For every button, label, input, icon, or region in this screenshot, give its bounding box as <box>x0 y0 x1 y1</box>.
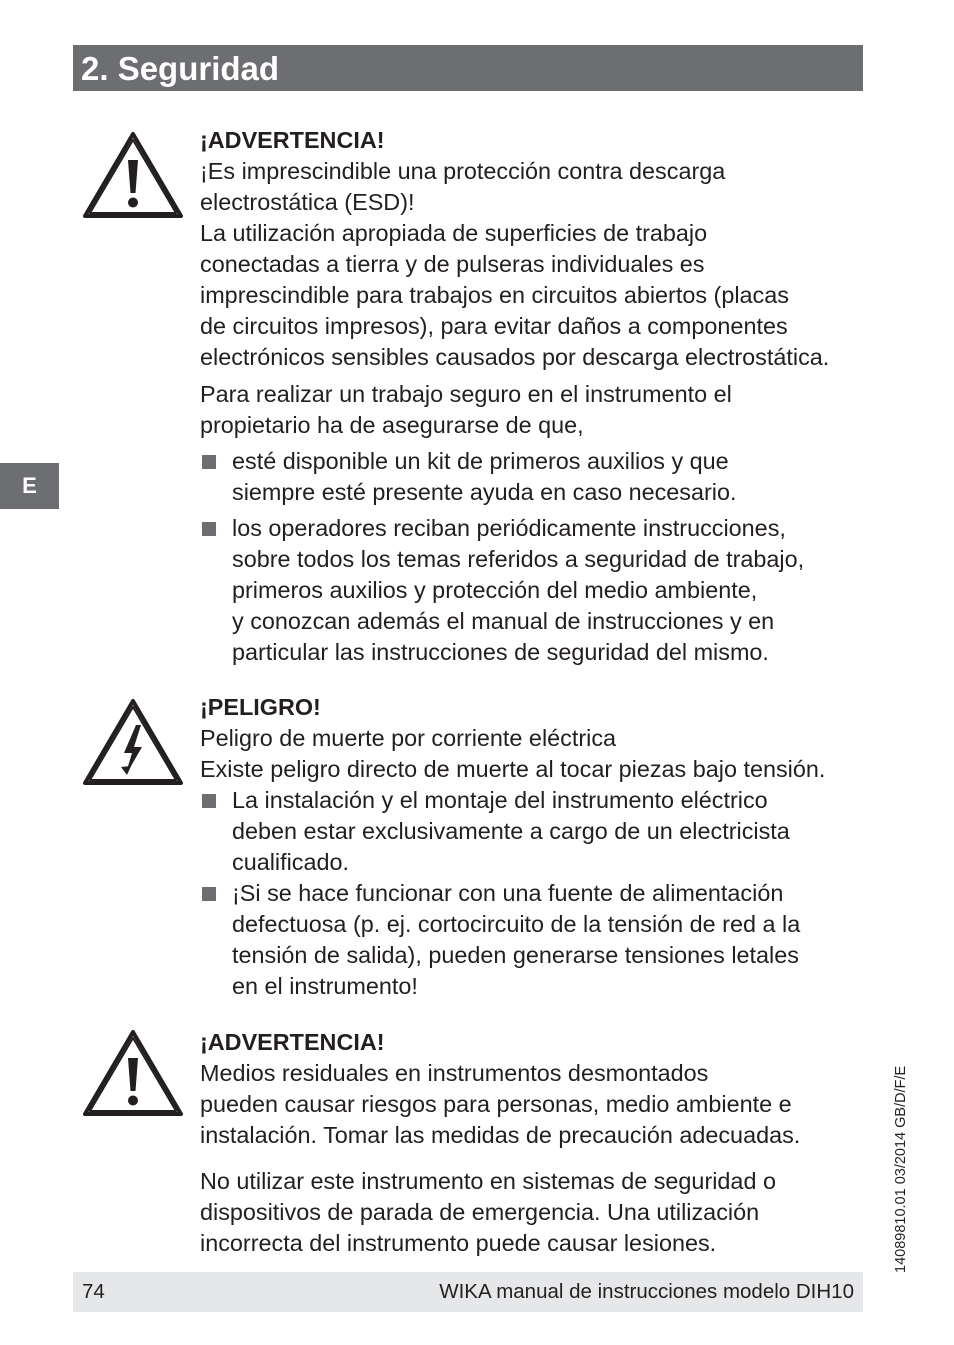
text-line: de circuitos impresos), para evitar daños a componentes <box>200 313 788 339</box>
text-line: imprescindible para trabajos en circuitos abiertos (placas <box>200 282 789 308</box>
warning-block-residual-media <box>200 1027 870 1151</box>
list-item <box>200 878 870 1002</box>
text-line: tensión de salida), pueden generarse tensiones letales <box>232 942 799 968</box>
list-item <box>200 446 870 508</box>
text-line: cualificado. <box>232 849 350 875</box>
text-line: electrónicos sensibles causados por descarga electrostática. <box>200 344 830 370</box>
text-line: deben estar exclusivamente a cargo de un electricista <box>232 818 790 844</box>
bullet-square-icon <box>202 794 216 808</box>
footer-title: WIKA manual de instrucciones modelo DIH10 <box>439 1280 854 1303</box>
text-line: siempre esté presente ayuda en caso necesario. <box>232 479 737 505</box>
warning-exclamation-icon <box>81 1028 185 1118</box>
text-line: La utilización apropiada de superficies de trabajo <box>200 220 708 246</box>
warning-heading: ¡ADVERTENCIA! <box>200 1029 385 1055</box>
text-line: ¡Es imprescindible una protección contra descarga <box>200 158 726 184</box>
bullet-square-icon <box>202 455 216 469</box>
warning-heading: ¡ADVERTENCIA! <box>200 127 385 153</box>
electrical-hazard-icon <box>81 697 185 787</box>
list-item <box>200 785 870 878</box>
list-item <box>200 513 870 668</box>
text-line: defectuosa (p. ej. cortocircuito de la tensión de red a la <box>232 911 801 937</box>
final-note <box>200 1166 870 1259</box>
text-line: Peligro de muerte por corriente eléctrica <box>200 725 617 751</box>
page-footer <box>73 1272 863 1312</box>
danger-heading: ¡PELIGRO! <box>200 694 321 720</box>
text-line: y conozcan además el manual de instrucciones y en <box>232 608 775 634</box>
section-header <box>73 45 863 91</box>
owner-responsibilities <box>200 379 870 668</box>
text-line: Medios residuales en instrumentos desmontados <box>200 1060 709 1086</box>
text-line: electrostática (ESD)! <box>200 189 415 215</box>
text-line: dispositivos de parada de emergencia. Una utilización <box>200 1199 760 1225</box>
text-line: en el instrumento! <box>232 973 418 999</box>
bullet-list <box>200 446 870 668</box>
text-line: primeros auxilios y protección del medio ambiente, <box>232 577 758 603</box>
bullet-square-icon <box>202 522 216 536</box>
bullet-list <box>200 785 870 1002</box>
text-line: particular las instrucciones de seguridad del mismo. <box>232 639 769 665</box>
text-line: La instalación y el montaje del instrumento eléctrico <box>232 787 768 813</box>
language-tab: E <box>0 463 59 509</box>
text-line: Existe peligro directo de muerte al tocar piezas bajo tensión. <box>200 756 826 782</box>
warning-block-esd <box>200 125 870 373</box>
text-line: incorrecta del instrumento puede causar lesiones. <box>200 1230 717 1256</box>
text-line: instalación. Tomar las medidas de precaución adecuadas. <box>200 1122 801 1148</box>
danger-block <box>200 692 870 1002</box>
text-line: conectadas a tierra y de pulseras individuales es <box>200 251 705 277</box>
text-line: los operadores reciban periódicamente instrucciones, <box>232 515 786 541</box>
text-line: ¡Si se hace funcionar con una fuente de alimentación <box>232 880 784 906</box>
text-line: propietario ha de asegurarse de que, <box>200 412 584 438</box>
text-line: sobre todos los temas referidos a seguridad de trabajo, <box>232 546 805 572</box>
document-code: 14089810.01 03/2014 GB/D/F/E <box>893 1065 909 1273</box>
bullet-square-icon <box>202 887 216 901</box>
text-line: No utilizar este instrumento en sistemas de seguridad o <box>200 1168 776 1194</box>
text-line: esté disponible un kit de primeros auxilios y que <box>232 448 729 474</box>
warning-exclamation-icon <box>81 130 185 220</box>
page-number: 74 <box>82 1280 105 1303</box>
section-title: 2. Seguridad <box>81 49 280 87</box>
text-line: pueden causar riesgos para personas, medio ambiente e <box>200 1091 792 1117</box>
text-line: Para realizar un trabajo seguro en el instrumento el <box>200 381 732 407</box>
